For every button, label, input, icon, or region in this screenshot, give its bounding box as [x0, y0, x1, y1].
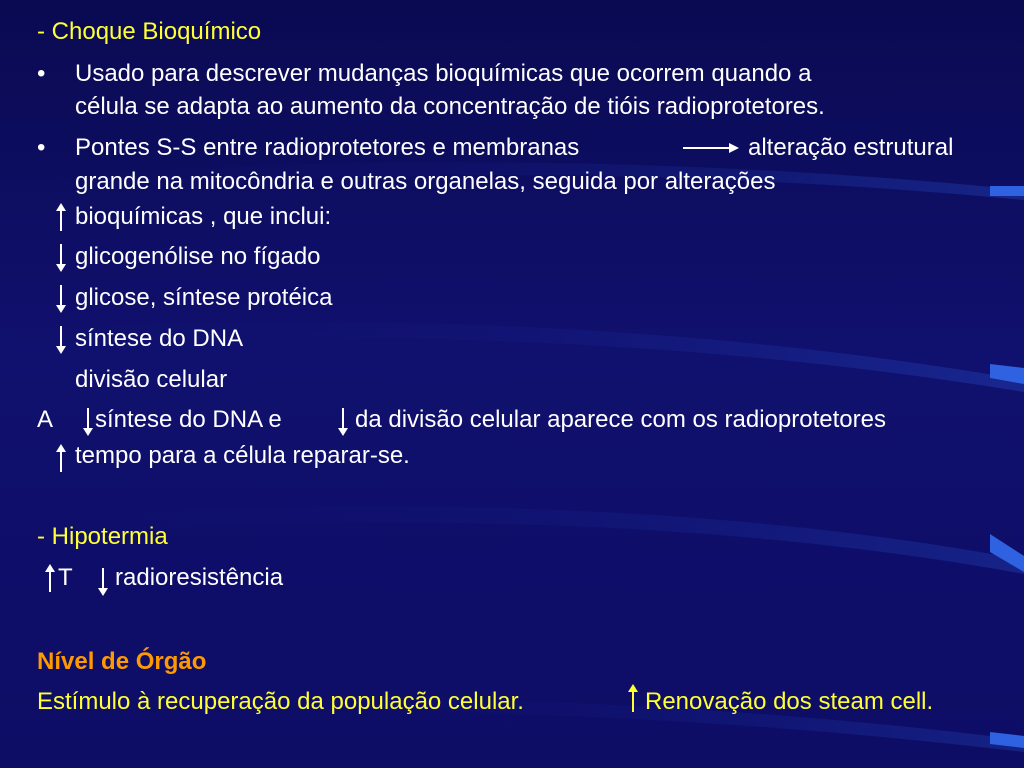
- section-title-hipotermia: - Hipotermia: [37, 523, 168, 550]
- down-arrow-icon: [55, 244, 67, 272]
- bullet2-line2: grande na mitocôndria e outras organelas, seguida por alterações: [75, 168, 776, 195]
- list-item-sintese-dna: síntese do DNA: [75, 325, 244, 352]
- up-arrow-icon: [44, 564, 56, 592]
- hipotermia-text: radioresistência: [115, 564, 284, 591]
- bullet1-line1: Usado para descrever mudanças bioquímicas que ocorrem quando a: [75, 60, 812, 87]
- down-arrow-icon: [82, 408, 94, 436]
- list-item-glicogenolise: glicogenólise no fígado: [75, 243, 321, 270]
- list-item-glicose: glicose, síntese protéica: [75, 284, 333, 311]
- right-arrow-icon: [683, 142, 739, 154]
- up-arrow-icon: [55, 203, 67, 231]
- bullet-marker-2: •: [37, 134, 46, 161]
- line-tempo: tempo para a célula reparar-se.: [75, 442, 410, 469]
- hipotermia-t: T: [58, 564, 73, 591]
- line-a-mid: síntese do DNA e: [95, 406, 282, 433]
- list-item-divisao: divisão celular: [75, 366, 228, 393]
- down-arrow-icon: [337, 408, 349, 436]
- up-arrow-icon: [627, 684, 639, 712]
- down-arrow-icon: [97, 568, 109, 596]
- up-arrow-icon: [55, 444, 67, 472]
- down-arrow-icon: [55, 326, 67, 354]
- bullet2-line1a: Pontes S-S entre radioprotetores e membranas: [75, 134, 580, 161]
- line-a-prefix: A: [37, 406, 54, 433]
- line-a-end: da divisão celular aparece com os radioprotetores: [355, 406, 886, 433]
- bullet1-line2: célula se adapta ao aumento da concentração de tióis radioprotetores.: [75, 93, 825, 120]
- last-line-b: Renovação dos steam cell.: [645, 688, 934, 715]
- bullet-marker-1: •: [37, 60, 46, 87]
- section-title-nivel-orgao: Nível de Órgão: [37, 648, 207, 675]
- last-line-a: Estímulo à recuperação da população celular.: [37, 688, 524, 715]
- bullet2-line1b: alteração estrutural: [748, 134, 954, 161]
- down-arrow-icon: [55, 285, 67, 313]
- section-title-choque: - Choque Bioquímico: [37, 18, 262, 45]
- bullet2-line3: bioquímicas , que inclui:: [75, 203, 332, 230]
